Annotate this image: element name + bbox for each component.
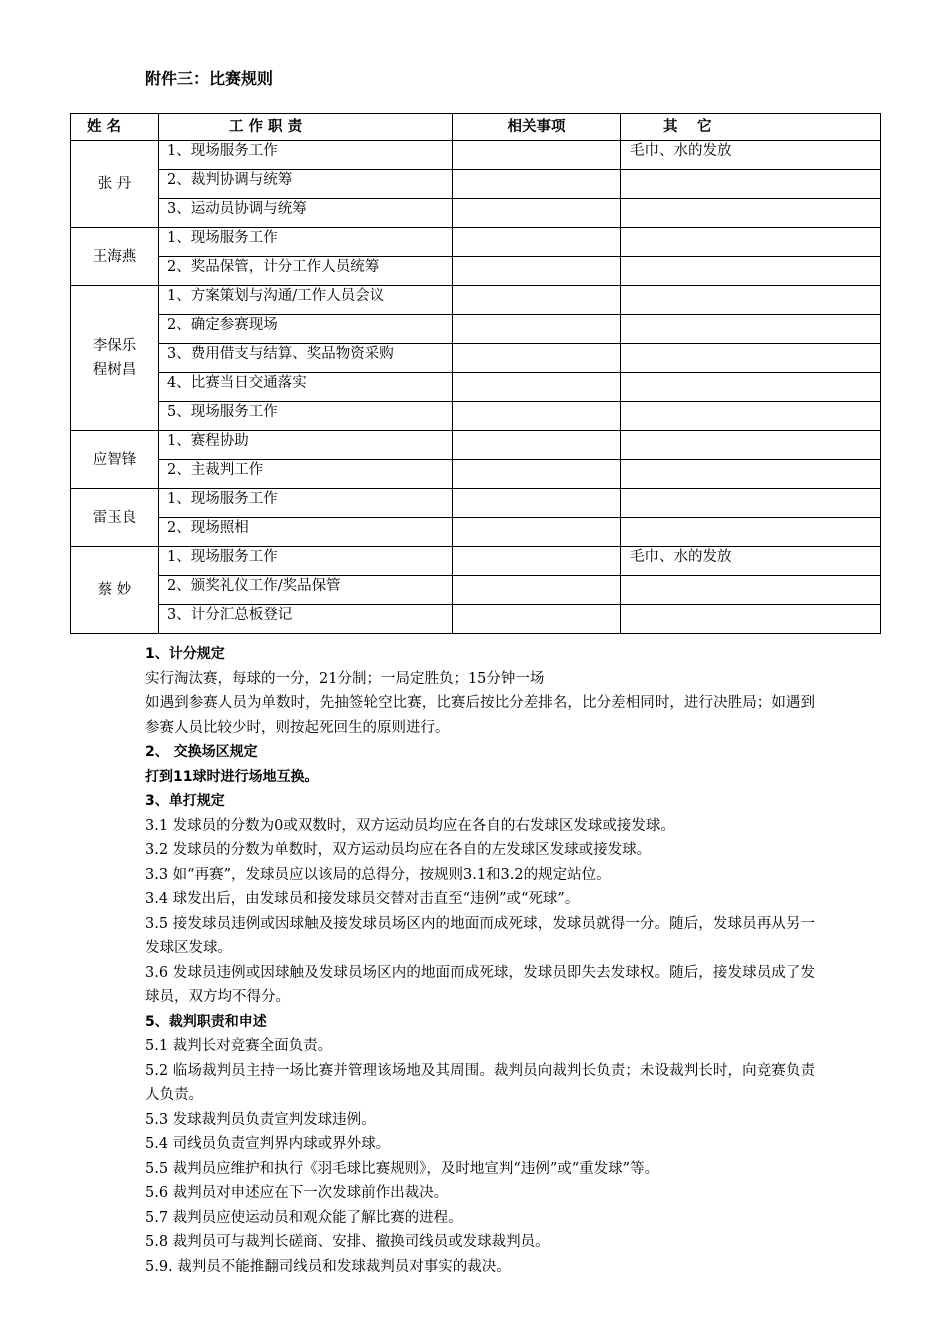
related-cell bbox=[453, 170, 621, 199]
related-cell bbox=[453, 489, 621, 518]
singles-rule: 3.4 球发出后，由发球员和接发球员交替对击直至“违例”或“死球”。 bbox=[145, 891, 580, 907]
header-other: 其 它 bbox=[621, 114, 881, 141]
duty-cell: 1、方案策划与沟通/工作人员会议 bbox=[159, 286, 453, 315]
other-cell bbox=[621, 431, 881, 460]
related-cell bbox=[453, 547, 621, 576]
referee-rule: 5.7 裁判员应使运动员和观众能了解比赛的进程。 bbox=[145, 1209, 463, 1226]
duty-cell: 4、比赛当日交通落实 bbox=[159, 373, 453, 402]
other-cell bbox=[621, 489, 881, 518]
person-name: 程树昌 bbox=[92, 362, 137, 378]
related-cell bbox=[453, 315, 621, 344]
other-cell: 毛巾、水的发放 bbox=[621, 547, 881, 576]
other-cell: 毛巾、水的发放 bbox=[621, 141, 881, 170]
related-cell bbox=[453, 576, 621, 605]
related-cell bbox=[453, 431, 621, 460]
related-cell bbox=[453, 605, 621, 634]
duty-cell: 3、运动员协调与统筹 bbox=[159, 199, 453, 228]
table-row bbox=[71, 431, 881, 460]
table-row bbox=[71, 547, 881, 576]
person-name-cell bbox=[71, 228, 159, 286]
duty-cell: 1、赛程协助 bbox=[159, 431, 453, 460]
other-cell bbox=[621, 257, 881, 286]
other-cell bbox=[621, 518, 881, 547]
other-cell bbox=[621, 286, 881, 315]
referee-rule: 5.6 裁判员对申述应在下一次发球前作出裁决。 bbox=[145, 1185, 449, 1201]
table-row bbox=[71, 344, 881, 373]
duty-cell: 1、现场服务工作 bbox=[159, 489, 453, 518]
person-name-cell bbox=[71, 547, 159, 634]
related-cell bbox=[453, 373, 621, 402]
duty-cell: 1、现场服务工作 bbox=[159, 228, 453, 257]
referee-rule: 5.1 裁判长对竞赛全面负责。 bbox=[145, 1038, 333, 1054]
table-row bbox=[71, 460, 881, 489]
header-name: 姓 名 bbox=[71, 114, 159, 141]
related-cell bbox=[453, 286, 621, 315]
singles-rule: 3.3 如“再赛”，发球员应以该局的总得分，按规则3.1和3.2的规定站位。 bbox=[145, 866, 611, 883]
person-name: 蔡 妙 bbox=[97, 582, 132, 598]
page-title: 附件三：比赛规则 bbox=[145, 69, 274, 88]
scoring-paragraph: 实行淘汰赛，每球的一分，21分制；一局定胜负；15分钟一场 bbox=[145, 670, 545, 687]
referee-heading: 5、裁判职责和申述 bbox=[145, 1013, 267, 1030]
related-cell bbox=[453, 344, 621, 373]
other-cell bbox=[621, 344, 881, 373]
table-body bbox=[71, 141, 881, 634]
table-header-row bbox=[71, 114, 881, 141]
person-name-cell bbox=[71, 141, 159, 228]
rules-section bbox=[145, 642, 815, 1279]
scoring-heading: 1、计分规定 bbox=[145, 646, 225, 662]
referee-rule: 5.5 裁判员应维护和执行《羽毛球比赛规则》，及时地宣判“违例”或“重发球”等。 bbox=[145, 1160, 660, 1177]
other-cell bbox=[621, 170, 881, 199]
table-row bbox=[71, 489, 881, 518]
duty-cell: 1、现场服务工作 bbox=[159, 547, 453, 576]
table-row bbox=[71, 286, 881, 315]
other-cell bbox=[621, 315, 881, 344]
duty-cell: 1、现场服务工作 bbox=[159, 141, 453, 170]
duty-cell: 3、计分汇总板登记 bbox=[159, 605, 453, 634]
duty-cell: 2、确定参赛现场 bbox=[159, 315, 453, 344]
related-cell bbox=[453, 228, 621, 257]
duty-cell: 2、主裁判工作 bbox=[159, 460, 453, 489]
other-cell bbox=[621, 228, 881, 257]
table-row bbox=[71, 141, 881, 170]
referee-rule: 5.8 裁判员可与裁判长磋商、安排、撤换司线员或发球裁判员。 bbox=[145, 1234, 550, 1250]
related-cell bbox=[453, 199, 621, 228]
other-cell bbox=[621, 576, 881, 605]
duty-table bbox=[70, 113, 881, 634]
other-cell bbox=[621, 373, 881, 402]
court-change-heading: 2、 交换场区规定 bbox=[145, 744, 258, 760]
referee-rule: 5.3 发球裁判员负责宣判发球违例。 bbox=[145, 1111, 376, 1128]
table-row bbox=[71, 402, 881, 431]
table-row bbox=[71, 373, 881, 402]
duty-cell: 2、现场照相 bbox=[159, 518, 453, 547]
person-name: 张 丹 bbox=[97, 176, 132, 192]
table-row bbox=[71, 605, 881, 634]
related-cell bbox=[453, 518, 621, 547]
person-name-cell bbox=[71, 489, 159, 547]
singles-rule: 3.1 发球员的分数为0或双数时，双方运动员均应在各自的右发球区发球或接发球。 bbox=[145, 817, 675, 834]
table-row bbox=[71, 257, 881, 286]
duty-cell: 2、奖品保管，计分工作人员统筹 bbox=[159, 257, 453, 286]
singles-rule: 3.6 发球员违例或因球触及发球员场区内的地面而成死球，发球员即失去发球权。随后，接发球员成了发球员，双方均不得分。 bbox=[145, 964, 815, 1005]
duty-cell: 2、裁判协调与统筹 bbox=[159, 170, 453, 199]
table-row bbox=[71, 199, 881, 228]
table-row bbox=[71, 518, 881, 547]
duty-cell: 3、费用借支与结算、奖品物资采购 bbox=[159, 344, 453, 373]
related-cell bbox=[453, 460, 621, 489]
related-cell bbox=[453, 402, 621, 431]
referee-rule: 5.2 临场裁判员主持一场比赛并管理该场地及其周围。裁判员向裁判长负责；未设裁判长时，向竞赛负责人负责。 bbox=[145, 1062, 815, 1103]
singles-rule: 3.5 接发球员违例或因球触及接发球员场区内的地面而成死球，发球员就得一分。随后，发球员再从另一发球区发球。 bbox=[145, 915, 815, 956]
person-name: 雷玉良 bbox=[92, 509, 137, 526]
header-duty: 工 作 职 责 bbox=[159, 114, 453, 141]
referee-rule: 5.9. 裁判员不能推翻司线员和发球裁判员对事实的裁决。 bbox=[145, 1258, 511, 1275]
other-cell bbox=[621, 402, 881, 431]
person-name-cell bbox=[71, 286, 159, 431]
singles-heading: 3、单打规定 bbox=[145, 793, 225, 809]
other-cell bbox=[621, 605, 881, 634]
table-row bbox=[71, 315, 881, 344]
referee-rule: 5.4 司线员负责宣判界内球或界外球。 bbox=[145, 1136, 391, 1152]
other-cell bbox=[621, 460, 881, 489]
person-name: 应智锋 bbox=[92, 451, 137, 468]
court-change-text: 打到11球时进行场地互换。 bbox=[145, 768, 319, 785]
table-row bbox=[71, 576, 881, 605]
table-row bbox=[71, 228, 881, 257]
person-name: 李保乐 bbox=[92, 338, 137, 354]
person-name-cell bbox=[71, 431, 159, 489]
person-name: 王海燕 bbox=[92, 248, 137, 265]
duty-cell: 2、颁奖礼仪工作/奖品保管 bbox=[159, 576, 453, 605]
other-cell bbox=[621, 199, 881, 228]
table-row bbox=[71, 170, 881, 199]
related-cell bbox=[453, 141, 621, 170]
header-related: 相关事项 bbox=[453, 114, 621, 141]
duty-cell: 5、现场服务工作 bbox=[159, 402, 453, 431]
scoring-paragraph: 如遇到参赛人员为单数时，先抽签轮空比赛，比赛后按比分差排名，比分差相同时，进行决胜局；如遇到参赛人员比较少时，则按起死回生的原则进行。 bbox=[145, 695, 815, 736]
singles-rule: 3.2 发球员的分数为单数时，双方运动员均应在各自的左发球区发球或接发球。 bbox=[145, 842, 652, 858]
related-cell bbox=[453, 257, 621, 286]
